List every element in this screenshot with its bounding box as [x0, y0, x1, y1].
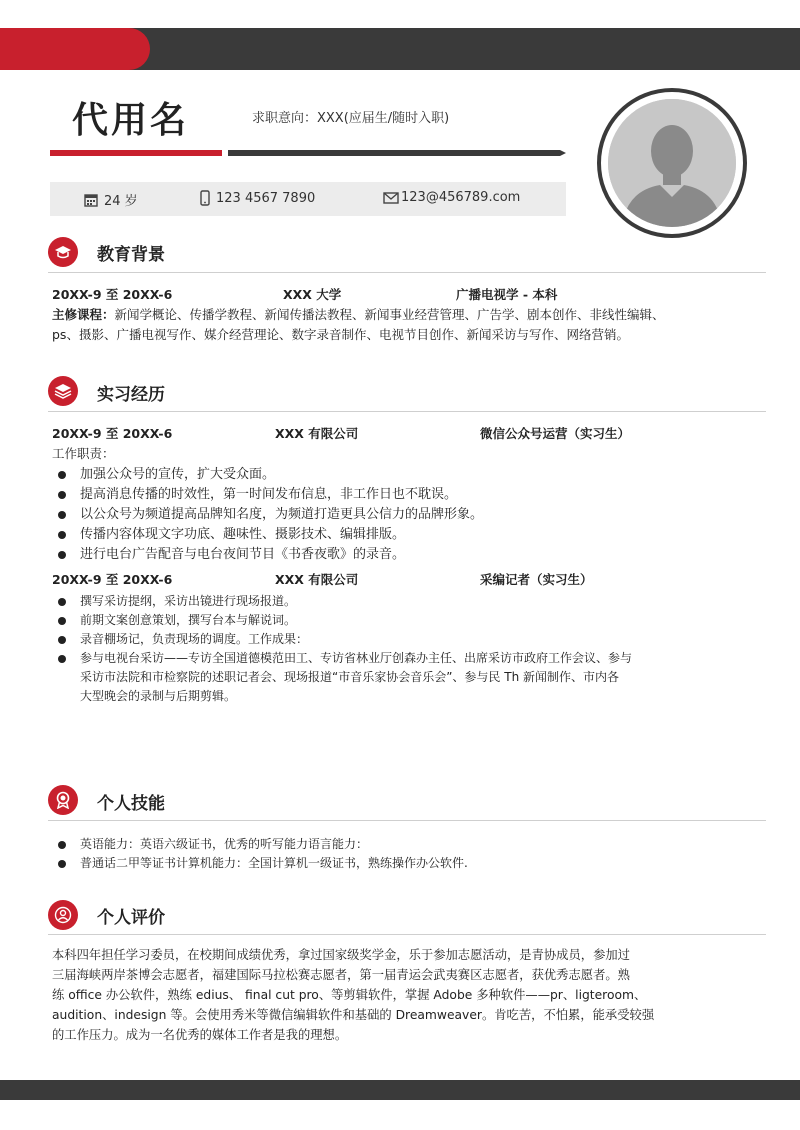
job2-date: 20XX-9 至 20XX-6: [52, 572, 173, 587]
list-item: 撰写采访提纲，采访出镜进行现场报道。: [52, 592, 772, 611]
top-banner-accent: [0, 28, 150, 70]
job-intent: 求职意向：XXX(应届生/随时入职): [252, 111, 450, 126]
evaluation-line: 本科四年担任学习委员，在校期间成绩优秀，拿过国家级奖学金，乐于参加志愿活动，是青协成员，参加过: [52, 948, 630, 962]
list-item: 加强公众号的宣传，扩大受众面。: [52, 465, 772, 485]
list-item: [52, 649, 772, 706]
age-text: 24 岁: [104, 194, 138, 209]
avatar-placeholder: [608, 99, 736, 227]
education-school: XXX 大学: [283, 287, 342, 302]
skills-section-icon: [48, 785, 78, 815]
job2-role: 采编记者（实习生）: [480, 572, 593, 587]
list-item-line: 大型晚会的录制与后期剪辑。: [80, 689, 237, 703]
internship-divider: [48, 411, 766, 412]
phone-info: [200, 190, 315, 206]
skills-list: [52, 835, 772, 873]
list-item: 进行电台广告配音与电台夜间节目《书香夜歌》的录音。: [52, 545, 772, 565]
stack-layers-icon: [54, 383, 72, 399]
age-info: [84, 190, 138, 209]
person-silhouette-icon: [608, 99, 736, 227]
list-item: 以公众号为频道提高品牌知名度，为频道打造更具公信力的品牌形象。: [52, 505, 772, 525]
job2-duty-list: [52, 592, 772, 706]
education-date: 20XX-9 至 20XX-6: [52, 287, 173, 302]
education-divider: [48, 272, 766, 273]
job1-role: 微信公众号运营（实习生）: [480, 426, 631, 441]
evaluation-section-icon: [48, 900, 78, 930]
list-item: 英语能力：英语六级证书，优秀的听写能力语言能力：: [52, 835, 772, 854]
skills-divider: [48, 820, 766, 821]
envelope-icon: [383, 192, 399, 204]
candidate-name: 代用名: [72, 100, 190, 141]
evaluation-line: 的工作压力。成为一名优秀的媒体工作者是我的理想。: [52, 1028, 348, 1042]
bottom-banner-bar: [0, 1080, 800, 1100]
courses-line-2: ps、摄影、广播电视写作、媒介经营理论、数字录音制作、电视节目创作、新闻采访与写作、网络营销。: [52, 327, 629, 342]
evaluation-line: audition、indesign 等。会使用秀米等微信编辑软件和基础的 Dreamweaver。肯吃苦，不怕累，能承受较强: [52, 1008, 655, 1022]
list-item-line: 采访市法院和市检察院的述职记者会、现场报道“市音乐家协会音乐会”、参与民 Th 新闻制作、市内各: [80, 670, 620, 684]
education-section-icon: [48, 237, 78, 267]
graduation-cap-icon: [54, 244, 72, 260]
evaluation-text: [52, 945, 772, 1045]
evaluation-title: 个人评价: [97, 908, 165, 928]
list-item: 普通话二甲等证书计算机能力：全国计算机一级证书，熟练操作办公软件.: [52, 854, 772, 873]
internship-section-icon: [48, 376, 78, 406]
list-item-line: 参与电视台采访——专访全国道德模范田工、专访省林业厅创森办主任、出席采访市政府工作会议、参与: [80, 651, 633, 665]
email-info: [383, 190, 520, 205]
evaluation-line: 三届海峡两岸茶博会志愿者，福建国际马拉松赛志愿者，第一届青运会武夷赛区志愿者，获优秀志愿者。熟: [52, 968, 630, 982]
education-courses: [52, 305, 772, 345]
user-profile-icon: [54, 906, 72, 924]
contact-info-bar: [50, 182, 566, 216]
job1-duty-label: 工作职责：: [52, 446, 115, 461]
award-medal-icon: [55, 791, 71, 809]
education-title: 教育背景: [97, 245, 165, 265]
list-item: 提高消息传播的时效性，第一时间发布信息，非工作日也不耽误。: [52, 485, 772, 505]
email-text: 123@456789.com: [401, 190, 521, 205]
header-divider-red: [50, 150, 222, 156]
list-item: 传播内容体现文字功底、趣味性、摄影技术、编辑排版。: [52, 525, 772, 545]
job1-date: 20XX-9 至 20XX-6: [52, 426, 173, 441]
phone-text: 123 4567 7890: [216, 190, 316, 206]
calendar-icon: [84, 193, 98, 207]
skills-title: 个人技能: [97, 794, 165, 814]
job1-duty-list: [52, 465, 772, 565]
education-major: 广播电视学 - 本科: [456, 287, 558, 302]
profile-photo: [597, 88, 747, 238]
evaluation-divider: [48, 934, 766, 935]
courses-label: 主修课程：: [52, 307, 115, 322]
list-item: 录音棚场记，负责现场的调度。工作成果：: [52, 630, 772, 649]
evaluation-line: 练 office 办公软件，熟练 edius、 final cut pro、等剪辑软件，掌握 Adobe 多种软件——pr、ligteroom、: [52, 988, 647, 1002]
job2-company: XXX 有限公司: [275, 572, 359, 587]
list-item: 前期文案创意策划，撰写台本与解说词。: [52, 611, 772, 630]
job1-company: XXX 有限公司: [275, 426, 359, 441]
internship-title: 实习经历: [97, 385, 165, 405]
mobile-phone-icon: [200, 190, 210, 206]
header-divider-dark: [228, 150, 560, 156]
courses-line-1: 新闻学概论、传播学教程、新闻传播法教程、新闻事业经营管理、广告学、剧本创作、非线性编辑、: [114, 307, 665, 322]
